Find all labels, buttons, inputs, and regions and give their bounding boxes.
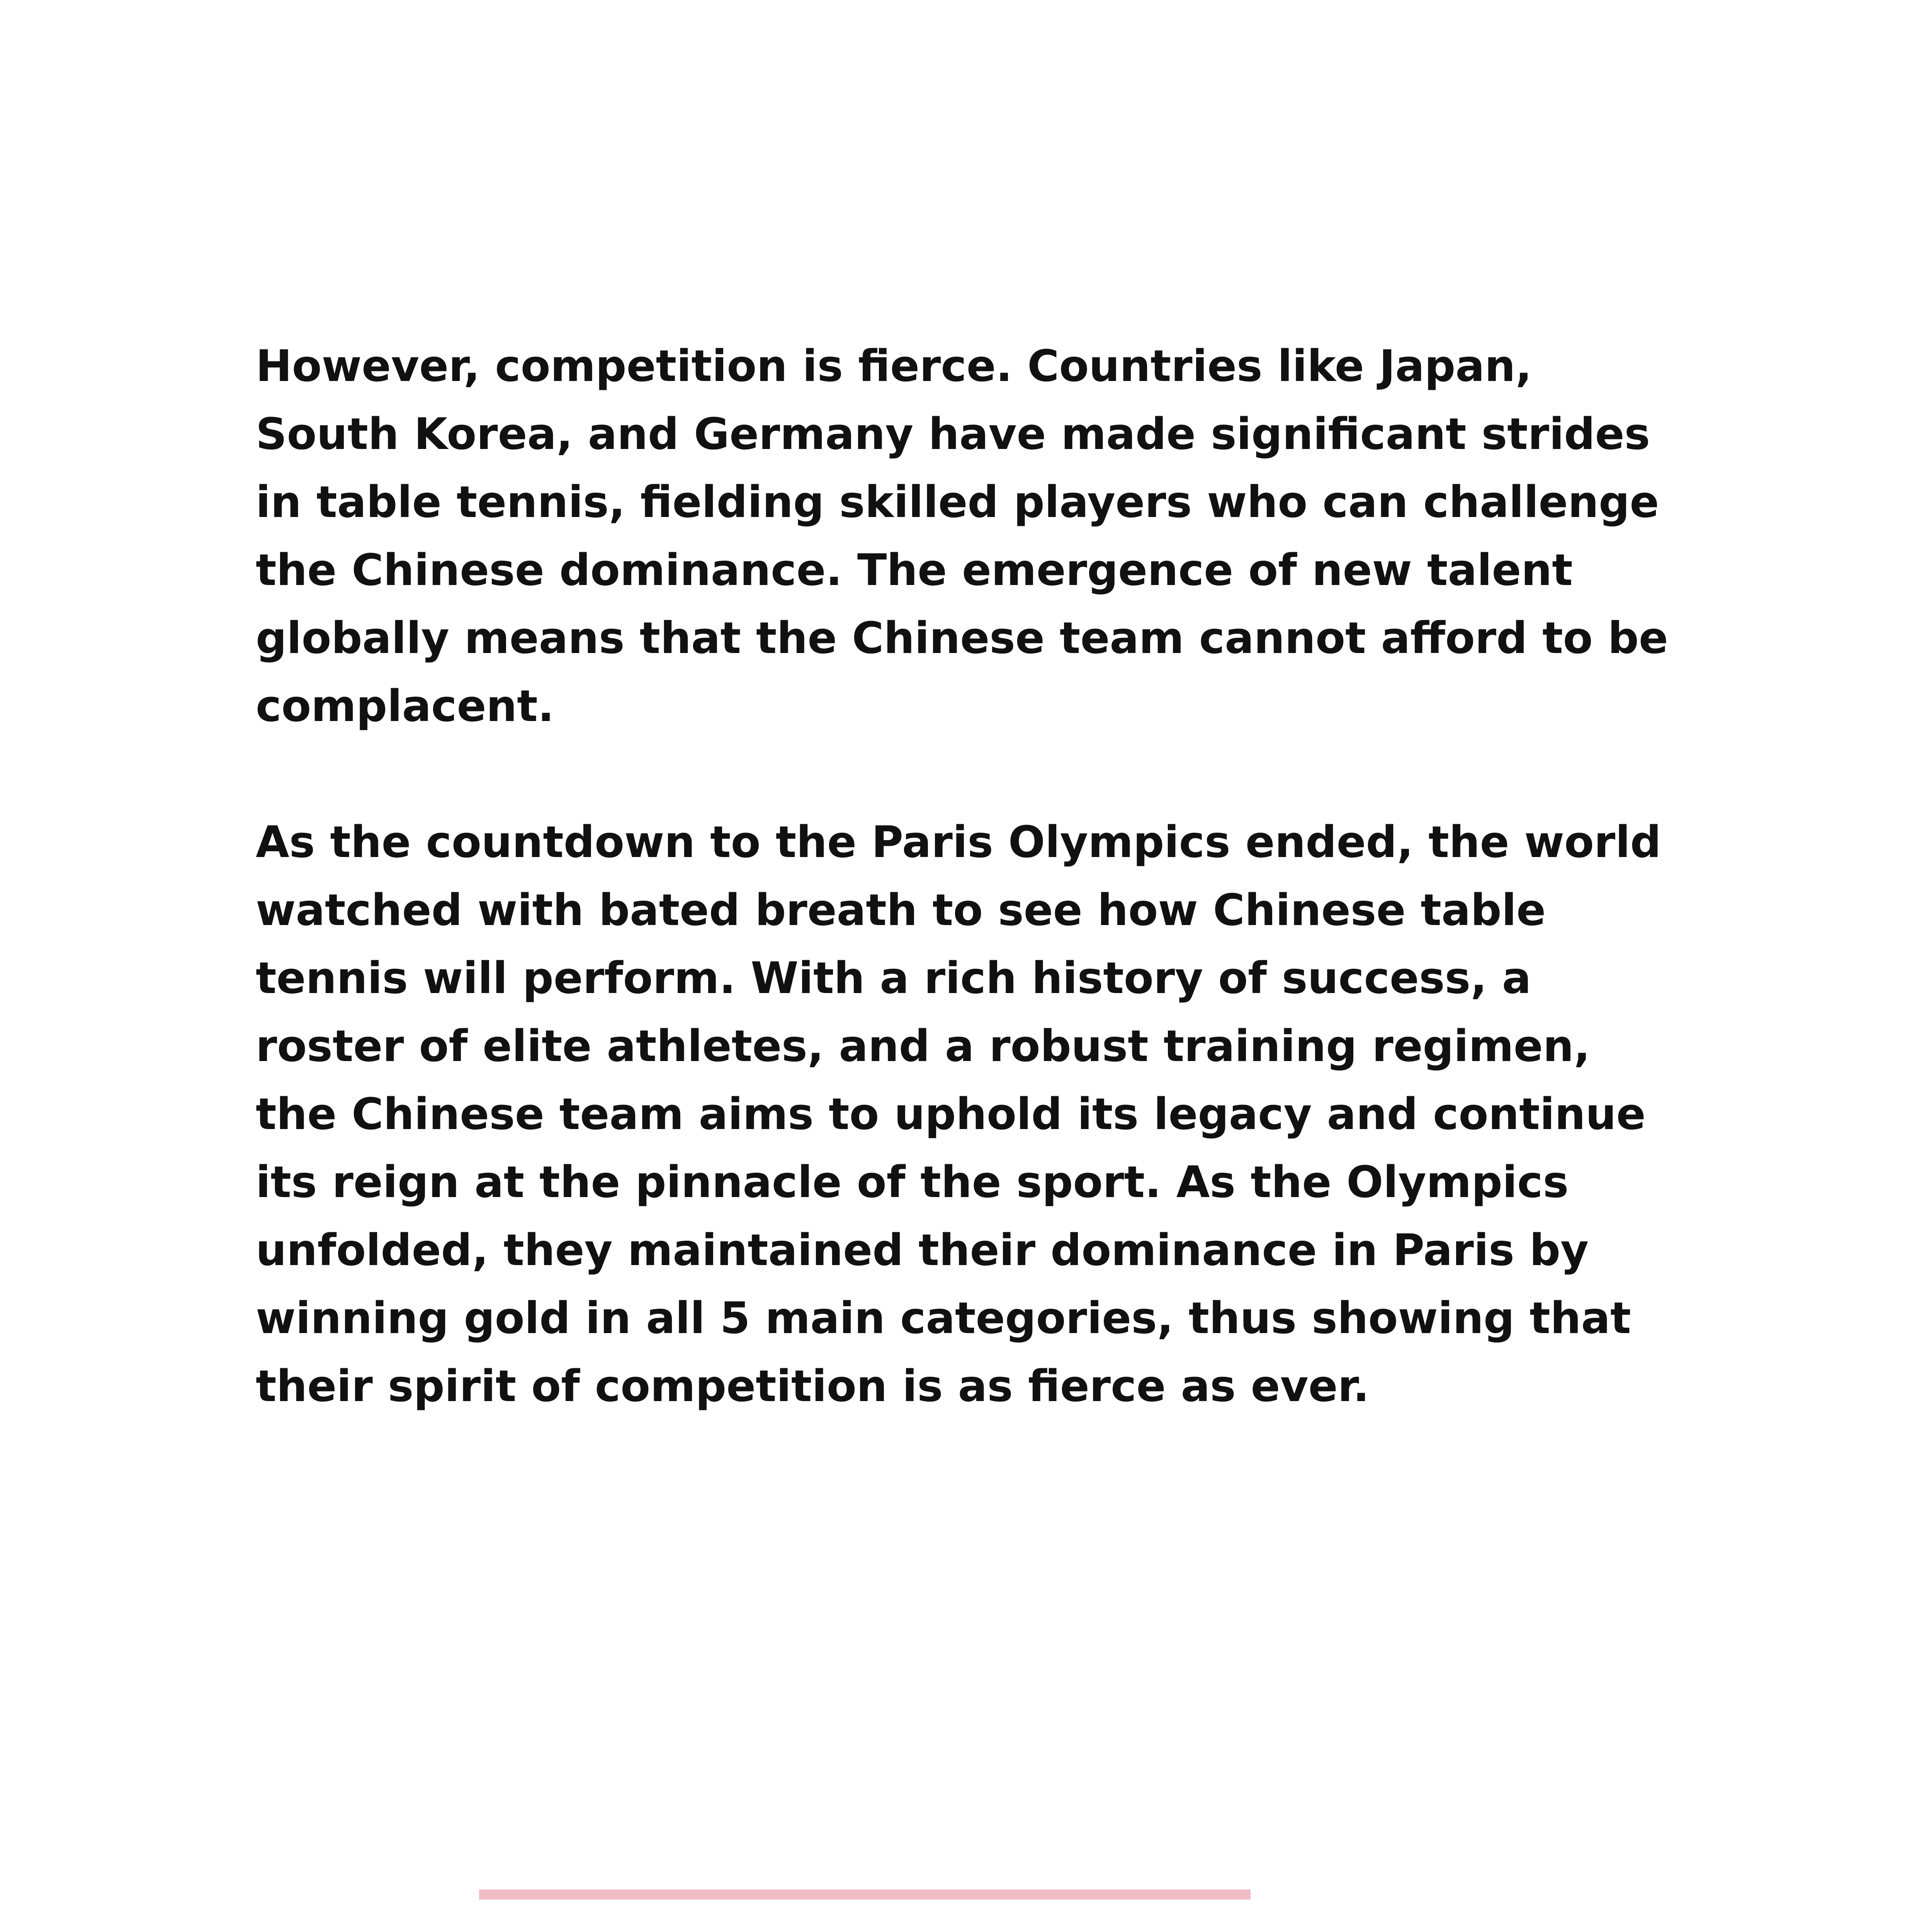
paragraph: As the countdown to the Paris Olympics ended, the world watched with bated breath to see how Chinese table tennis will perform. With a rich history of success, a roster of elite athletes, and a robust training regimen, the Chinese team aims to uphold its legacy and continue its reign at the pinnacle of the sport. As the Olympics unfolded, they maintained their dominance in Paris by winning gold in all 5 main categories, thus showing that their spirit of competition is as fierce as ever. <box>256 817 1661 1412</box>
article-body <box>256 332 1685 1488</box>
top-divider <box>479 1889 1251 1900</box>
paragraph: However, competition is fierce. Countries like Japan, South Korea, and Germany have made significant strides in table tennis, fielding skilled players who can challenge the Chinese dominance. The emergence of new talent globally means that the Chinese team cannot afford to be complacent. <box>256 341 1668 731</box>
